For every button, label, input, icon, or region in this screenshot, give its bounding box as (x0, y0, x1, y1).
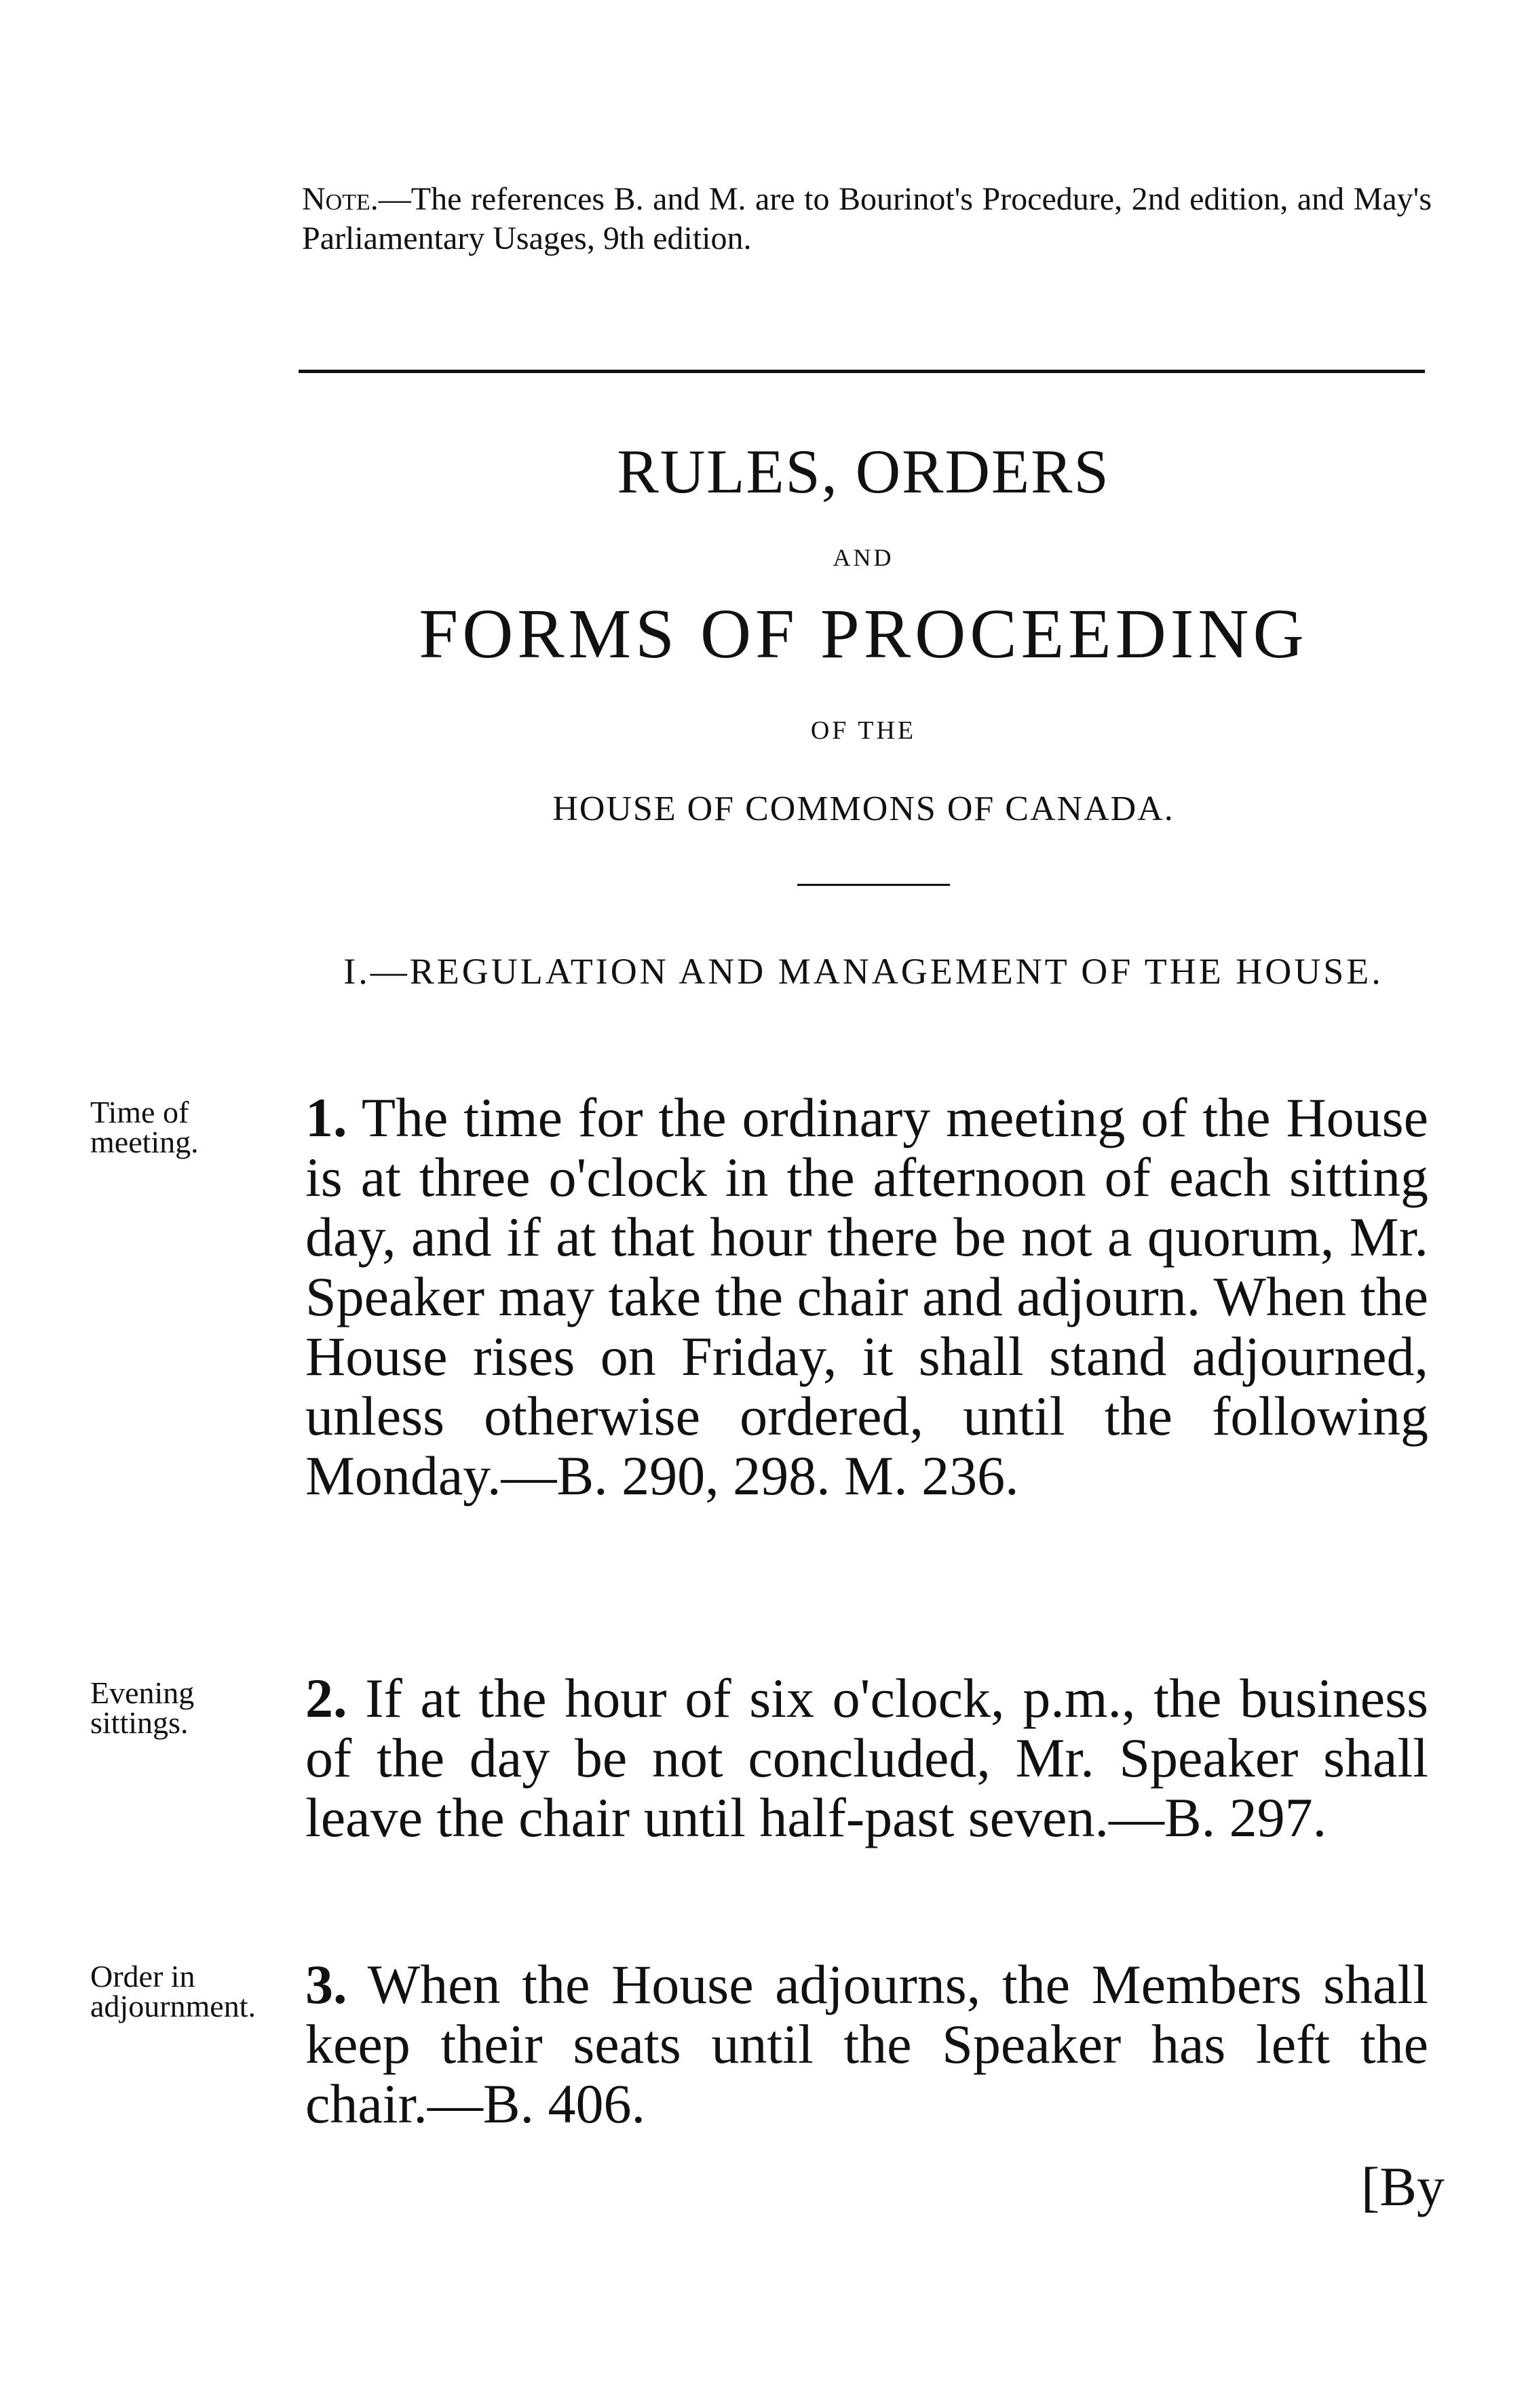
title-line-3: HOUSE OF COMMONS OF CANADA. (552, 790, 1175, 828)
catchword: [By (1361, 2156, 1445, 2217)
margin-note-rule-3: Order in adjournment. (90, 1959, 256, 2023)
note-text: —The references B. and M. are to Bourinot's Procedure, 2nd edition, and May's Parliamentary Usages, 9th edition. (302, 181, 1432, 256)
rule-number: 1. (305, 1087, 347, 1148)
margin-note-rule-1: Time of meeting. (90, 1095, 199, 1159)
rule-text: If at the hour of six o'clock, p.m., the business of the day be not concluded, Mr. Speaker shall leave the chair until half-past seven.—B. 297. (305, 1667, 1428, 1848)
title-line-1: RULES, ORDERS (617, 437, 1110, 506)
rule-number: 2. (305, 1667, 347, 1729)
top-divider (299, 370, 1425, 373)
rule-1 (305, 1088, 1428, 1506)
margin-note-rule-2: Evening sittings. (90, 1675, 195, 1740)
note-lead: Note. (302, 181, 379, 217)
title-line-2: FORMS OF PROCEEDING (419, 595, 1308, 673)
section-heading: I.—REGULATION AND MANAGEMENT OF THE HOUSE. (343, 951, 1384, 992)
rule-3 (305, 1955, 1428, 2134)
rule-number: 3. (305, 1954, 347, 2015)
title-of-the: OF THE (810, 716, 917, 745)
rule-text: The time for the ordinary meeting of the House is at three o'clock in the afternoon of each sitting day, and if at that hour there be not a quorum, Mr. Speaker may take the chair and adjourn. When the House rises on Friday, it shall stand adjourned, unless otherwise ordered, until the following Monday.—B. 290, 298. M. 236. (305, 1087, 1428, 1507)
title-and: AND (833, 544, 894, 571)
short-divider (797, 884, 950, 886)
rule-text: When the House adjourns, the Members shall keep their seats until the Speaker has left the chair.—B. 406. (305, 1954, 1428, 2135)
rule-2 (305, 1669, 1428, 1848)
editorial-note (302, 180, 1432, 258)
